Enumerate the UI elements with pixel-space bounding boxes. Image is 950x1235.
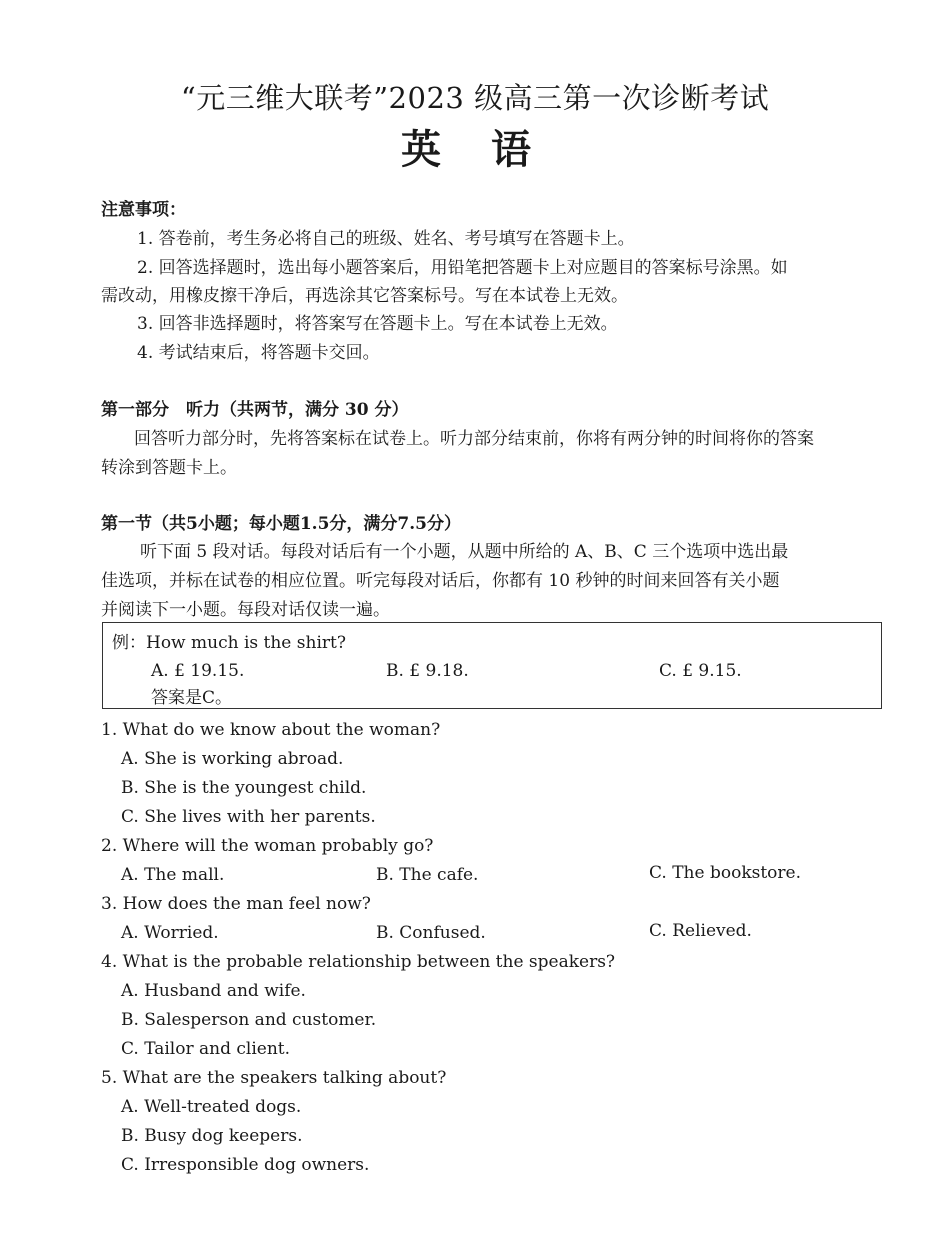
question-1-option-b: B. She is the youngest child. (121, 778, 367, 798)
question-2-option-b: B. The cafe. (376, 865, 479, 885)
question-4-option-c: C. Tailor and client. (121, 1039, 291, 1059)
example-option-a: A. £ 19.15. (151, 661, 245, 681)
part1-heading: 第一部分 听力（共两节，满分 30 分） (101, 400, 409, 420)
section1-heading: 第一节（共5小题；每小题1.5分，满分7.5分） (101, 514, 461, 534)
question-3-stem: 3. How does the man feel now? (101, 894, 371, 914)
question-1-option-a: A. She is working abroad. (121, 749, 344, 769)
example-option-c: C. £ 9.15. (659, 661, 742, 681)
question-5-option-a: A. Well-treated dogs. (121, 1097, 302, 1117)
example-answer: 答案是C。 (151, 688, 233, 708)
question-3-option-a: A. Worried. (121, 923, 219, 943)
part1-intro-line-1: 回答听力部分时，先将答案标在试卷上。听力部分结束前，你将有两分钟的时间将你的答案 (134, 429, 814, 449)
question-1-option-c: C. She lives with her parents. (121, 807, 376, 827)
question-1-stem: 1. What do we know about the woman? (101, 720, 441, 740)
section1-intro-line-2: 佳选项，并标在试卷的相应位置。听完每段对话后，你都有 10 秒钟的时间来回答有关小题 (101, 571, 780, 591)
question-2-option-a: A. The mall. (121, 865, 225, 885)
note-item-2-line-2: 需改动，用橡皮擦干净后，再选涂其它答案标号。写在本试卷上无效。 (101, 286, 628, 306)
question-5-option-b: B. Busy dog keepers. (121, 1126, 303, 1146)
example-option-b: B. £ 9.18. (386, 661, 469, 681)
note-item-1: 1. 答卷前，考生务必将自己的班级、姓名、考号填写在答题卡上。 (137, 229, 635, 249)
question-3-option-b: B. Confused. (376, 923, 486, 943)
question-5-option-c: C. Irresponsible dog owners. (121, 1155, 370, 1175)
subject-title: 英 语 (401, 126, 549, 173)
section1-intro-line-3: 并阅读下一小题。每段对话仅读一遍。 (101, 600, 390, 620)
example-box (102, 622, 882, 709)
example-question: 例：How much is the shirt? (112, 633, 346, 653)
exam-title: “元三维大联考”2023 级高三第一次诊断考试 (180, 81, 770, 115)
question-3-option-c: C. Relieved. (649, 921, 752, 941)
question-5-stem: 5. What are the speakers talking about? (101, 1068, 447, 1088)
section1-intro-line-1: 听下面 5 段对话。每段对话后有一个小题，从题中所给的 A、B、C 三个选项中选出最 (140, 542, 789, 562)
part1-intro-line-2: 转涂到答题卡上。 (101, 458, 237, 478)
question-4-option-a: A. Husband and wife. (121, 981, 306, 1001)
note-item-3: 3. 回答非选择题时，将答案写在答题卡上。写在本试卷上无效。 (137, 314, 618, 334)
note-item-4: 4. 考试结束后，将答题卡交回。 (137, 343, 380, 363)
question-4-option-b: B. Salesperson and customer. (121, 1010, 377, 1030)
note-item-2-line-1: 2. 回答选择题时，选出每小题答案后，用铅笔把答题卡上对应题目的答案标号涂黑。如 (137, 258, 788, 278)
question-2-stem: 2. Where will the woman probably go? (101, 836, 434, 856)
notes-heading: 注意事项： (101, 200, 186, 220)
question-2-option-c: C. The bookstore. (649, 863, 801, 883)
question-4-stem: 4. What is the probable relationship between the speakers? (101, 952, 616, 972)
